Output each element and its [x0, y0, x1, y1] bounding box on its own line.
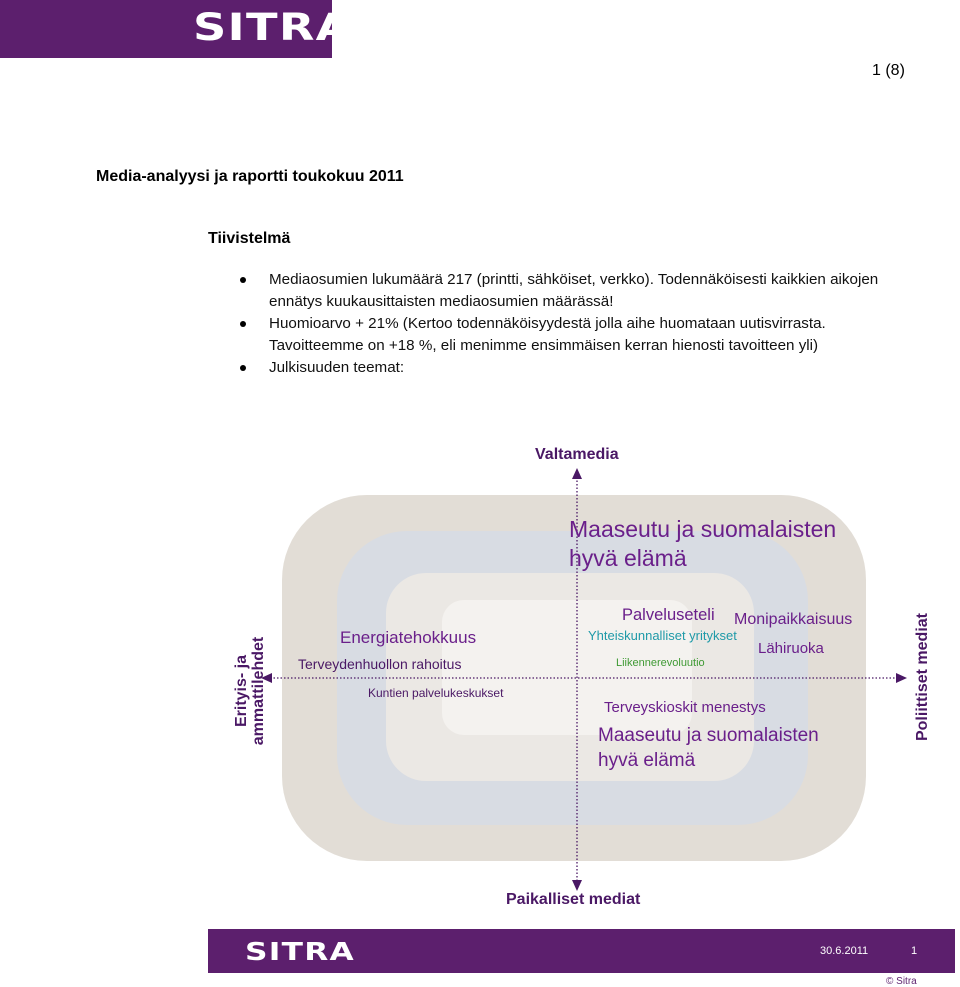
footer-page-number: 1 [911, 945, 918, 957]
bullet-line: Tavoitteemme on +18 %, eli menimme ensimmäisen kerran hienosti tavoitteen yli) [269, 337, 819, 354]
theme-maaseutu-top [569, 515, 836, 573]
sitra-logo: SITRA [193, 6, 353, 49]
footer-date: 30.6.2011 [820, 945, 869, 957]
bullet-line: Huomioarvo + 21% (Kertoo todennäköisyydestä jolla aihe huomataan uutisvirrasta. [269, 315, 826, 332]
theme-energiatehokkuus: Energiatehokkuus [340, 628, 477, 647]
axis-label-right: Poliittiset mediat [914, 612, 931, 742]
theme-terveyskioskit: Terveyskioskit menestys [604, 699, 766, 716]
down-arrow-icon [572, 880, 582, 891]
theme-kuntien-palvelukeskukset: Kuntien palvelukeskukset [368, 686, 504, 700]
up-arrow-icon [572, 468, 582, 479]
theme-lahiruoka: Lähiruoka [758, 640, 824, 657]
theme-monipaikkaisuus: Monipaikkaisuus [734, 611, 853, 628]
bullet-line: ennätys kuukausittaisten mediaosumien määrässä! [269, 293, 614, 310]
document-title: Media-analyysi ja raportti toukokuu 2011 [96, 168, 404, 185]
theme-liikennerevoluutio: Liikennerevoluutio [616, 657, 705, 669]
bullet-line: Mediaosumien lukumäärä 217 (printti, sähköiset, verkko). Todennäköisesti kaikkien aikojen [269, 271, 879, 288]
theme-maaseutu-top-line2: hyvä elämä [569, 545, 687, 571]
theme-maaseutu-bottom-line2: hyvä elämä [598, 750, 696, 771]
axis-label-left [233, 621, 267, 761]
theme-yhteiskunnalliset-yritykset: Yhteiskunnalliset yritykset [588, 628, 737, 643]
theme-maaseutu-bottom-line1: Maaseutu ja suomalaisten [598, 725, 819, 746]
axis-label-left-line2: ammattilehdet [250, 636, 267, 746]
section-title: Tiivistelmä [208, 230, 291, 247]
axis-label-left-line1: Erityis- ja [233, 654, 250, 728]
bullet-line: Julkisuuden teemat: [269, 359, 405, 376]
theme-maaseutu-top-line1: Maaseutu ja suomalaisten [569, 516, 837, 542]
axis-label-top: Valtamedia [535, 446, 619, 463]
right-arrow-icon [896, 673, 907, 683]
page-number: 1 (8) [872, 62, 905, 79]
theme-terveydenhuollon-rahoitus: Terveydenhuollon rahoitus [298, 656, 462, 672]
axis-label-bottom: Paikalliset mediat [506, 891, 641, 908]
copyright-notice: © Sitra [886, 976, 917, 987]
theme-palveluseteli: Palveluseteli [622, 606, 715, 624]
theme-maaseutu-bottom [598, 723, 819, 773]
footer-sitra-logo: SITRA [245, 937, 355, 966]
